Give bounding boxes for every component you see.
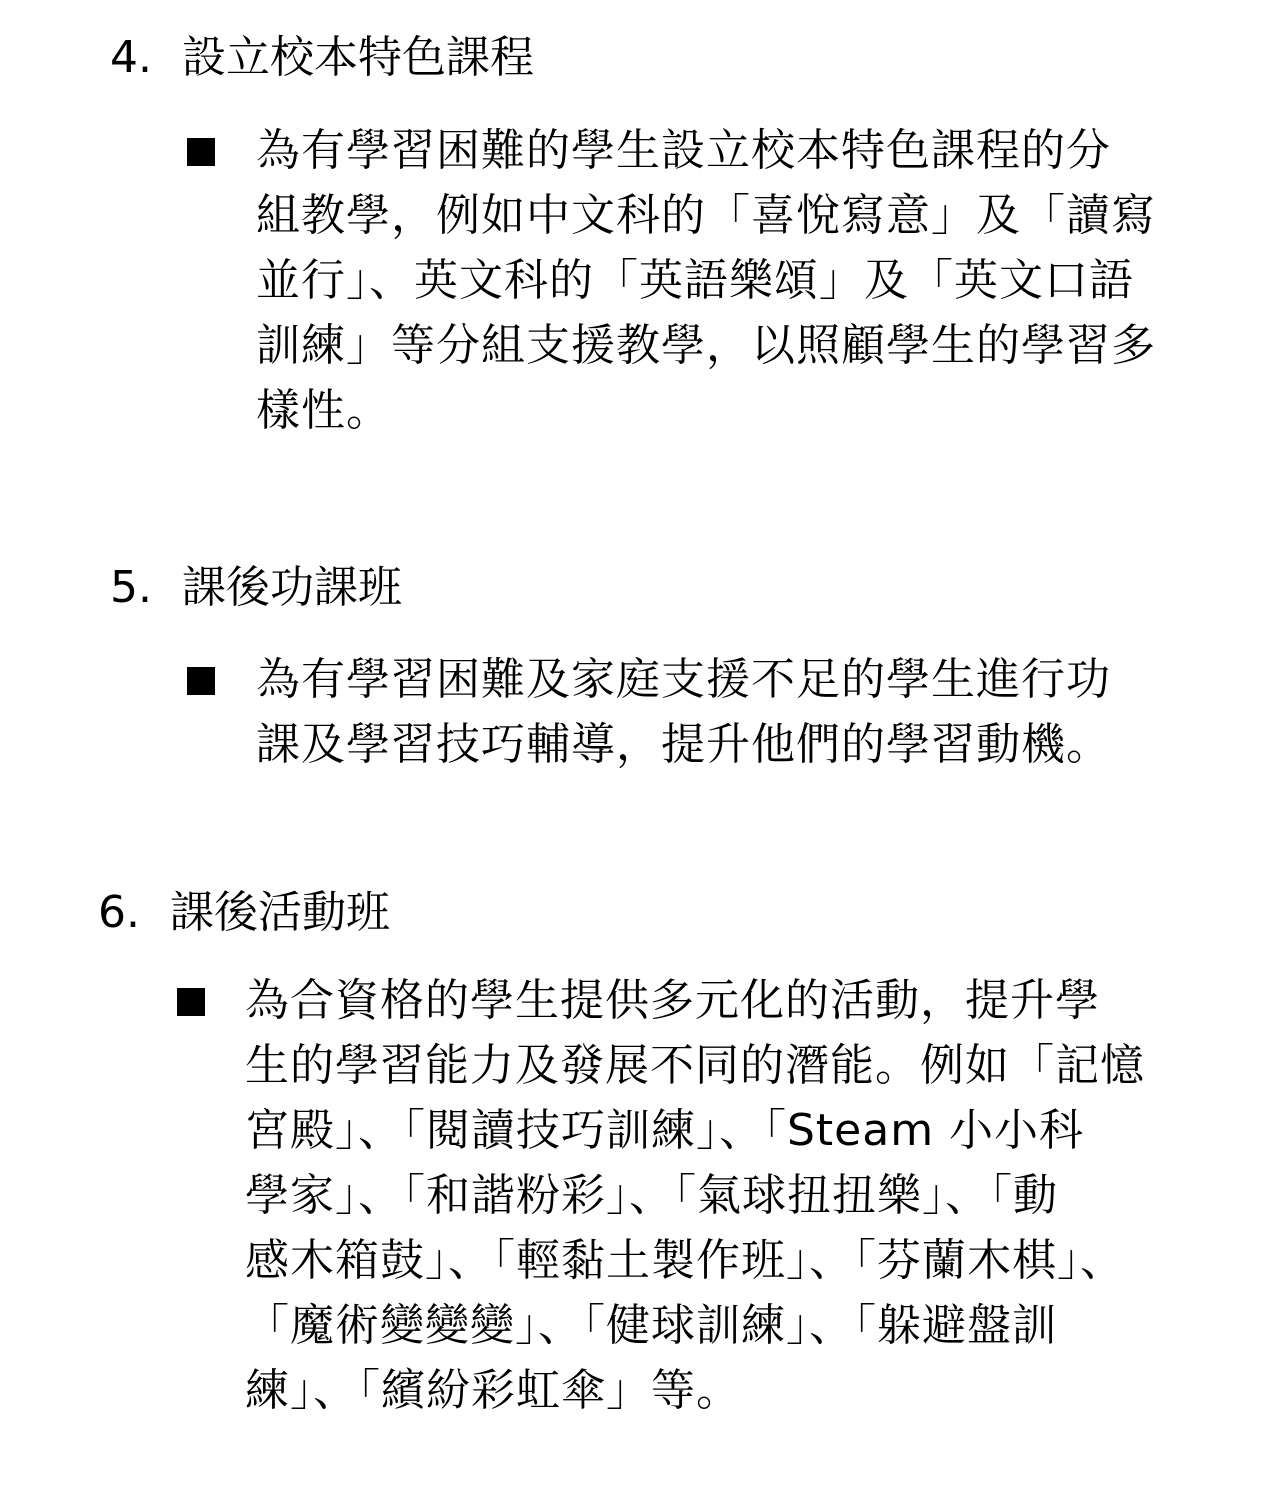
section-number: 5. bbox=[110, 562, 152, 613]
paragraph-line: 感木箱鼓」、「輕黏土製作班」、「芬蘭木棋」、 bbox=[245, 1235, 1125, 1286]
paragraph-line: 練」、「繽紛彩虹傘」等。 bbox=[245, 1365, 741, 1416]
paragraph-line: 並行」、英文科的「英語樂頌」及「英文口語 bbox=[256, 255, 1134, 306]
paragraph-line: 課及學習技巧輔導，提升他們的學習動機。 bbox=[256, 719, 1111, 770]
section-4-heading bbox=[110, 28, 534, 88]
section-title: 課後功課班 bbox=[182, 562, 402, 613]
paragraph-line: 訓練」等分組支援教學，以照顧學生的學習多 bbox=[256, 320, 1156, 371]
paragraph-line: 生的學習能力及發展不同的潛能。例如「記憶 bbox=[245, 1040, 1145, 1091]
bullet-square-icon bbox=[187, 138, 215, 166]
section-6-paragraph bbox=[245, 968, 1185, 1423]
section-title: 設立校本特色課程 bbox=[182, 32, 534, 83]
section-number: 4. bbox=[110, 32, 152, 83]
section-6-heading bbox=[98, 883, 390, 943]
section-number: 6. bbox=[98, 887, 140, 938]
paragraph-line: 樣性。 bbox=[256, 385, 391, 436]
paragraph-line: 組教學，例如中文科的「喜悅寫意」及「讀寫 bbox=[256, 190, 1156, 241]
paragraph-line: 學家」、「和諧粉彩」、「氣球扭扭樂」、「動 bbox=[245, 1170, 1058, 1221]
paragraph-line: 「魔術變變變」、「健球訓練」、「躲避盤訓 bbox=[245, 1300, 1057, 1351]
section-5-paragraph bbox=[256, 647, 1196, 777]
bullet-square-icon bbox=[187, 667, 215, 695]
section-4-paragraph bbox=[256, 118, 1196, 443]
paragraph-line: 為合資格的學生提供多元化的活動，提升學 bbox=[245, 975, 1100, 1026]
section-5-heading bbox=[110, 558, 402, 618]
bullet-square-icon bbox=[177, 988, 205, 1016]
section-title: 課後活動班 bbox=[170, 887, 390, 938]
paragraph-line: 為有學習困難的學生設立校本特色課程的分 bbox=[256, 125, 1111, 176]
paragraph-line: 為有學習困難及家庭支援不足的學生進行功 bbox=[256, 654, 1111, 705]
paragraph-line: 宮殿」、「閱讀技巧訓練」、「Steam 小小科 bbox=[245, 1105, 1085, 1156]
